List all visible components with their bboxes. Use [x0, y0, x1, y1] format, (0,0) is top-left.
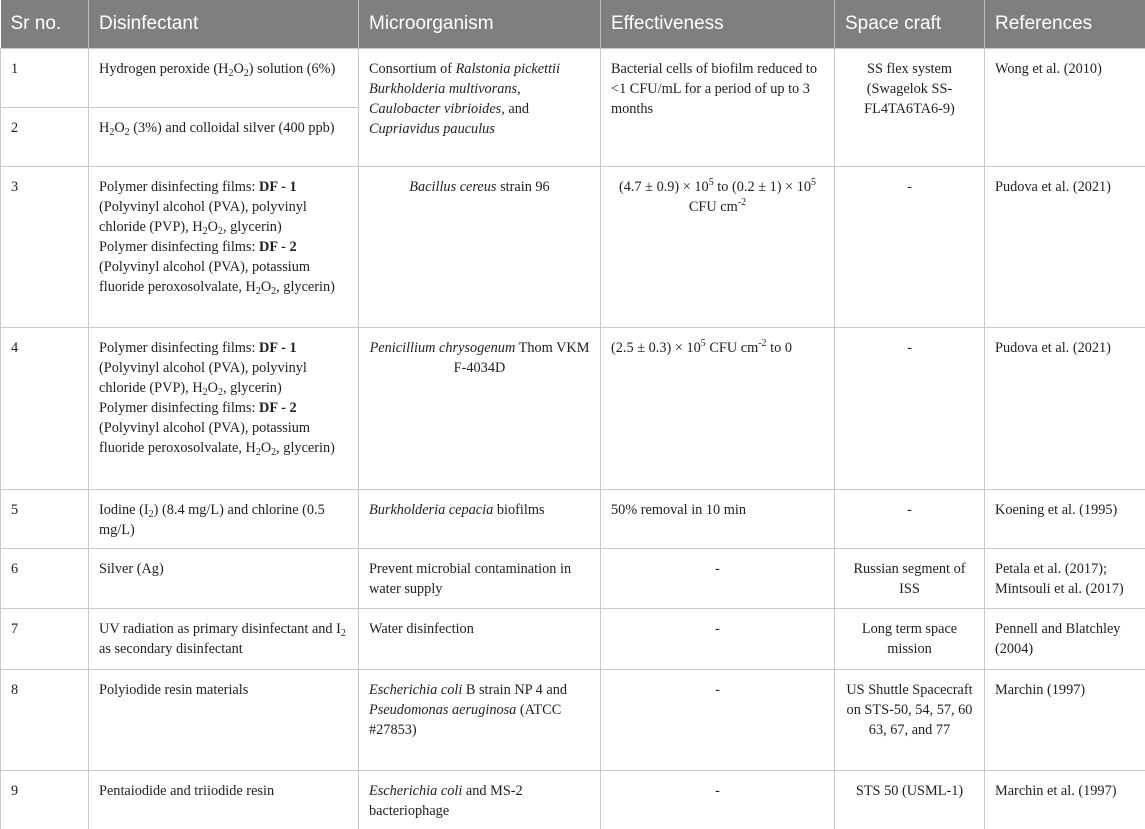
cell-effectiveness — [601, 548, 835, 608]
text-segment: as secondary disinfectant — [99, 640, 243, 657]
text-segment: US Shuttle Spacecraft on STS-50, 54, 57, 60 63, 67, and 77 — [846, 681, 973, 738]
text-segment: Burkholderia cepacia — [369, 501, 494, 518]
text-segment: O — [260, 439, 272, 456]
cell-effectiveness — [601, 327, 835, 489]
text-segment: (ATCC #27853) — [369, 701, 562, 738]
text-segment: Polymer disinfecting films: — [99, 399, 260, 416]
text-segment: Pudova et al. (2021) — [995, 339, 1111, 356]
text-segment: O — [207, 218, 218, 235]
cell-space-craft — [835, 669, 985, 770]
cell-sr: 5 — [1, 489, 89, 548]
text-segment: B strain NP 4 and — [462, 681, 568, 698]
cell-references — [985, 166, 1145, 327]
cell-microorganism — [359, 770, 601, 829]
cell-space-craft — [835, 166, 985, 327]
cell-disinfectant — [89, 166, 359, 327]
cell-effectiveness — [601, 669, 835, 770]
table-row — [1, 48, 1145, 107]
cell-sr: 6 — [1, 548, 89, 608]
table-body — [1, 48, 1145, 829]
header-disinfectant: Disinfectant — [89, 0, 359, 48]
cell-microorganism — [359, 327, 601, 489]
text-segment: Escherichia coli — [369, 782, 463, 799]
cell-references — [985, 48, 1145, 166]
text-segment: to (0.2 ± 1) × 10 — [713, 178, 812, 195]
text-segment: Water disinfection — [369, 620, 474, 637]
text-segment: - — [715, 681, 720, 698]
cell-references — [985, 770, 1145, 829]
table-header — [1, 0, 1145, 48]
text-segment: O — [260, 278, 272, 295]
text-segment: 2 — [340, 627, 346, 639]
text-segment: Wong et al. (2010) — [995, 60, 1102, 77]
text-segment: 2 — [243, 67, 249, 79]
text-segment: 2 — [217, 386, 223, 398]
text-segment: Polymer disinfecting films: — [99, 238, 260, 255]
text-segment: Pennell and Blatchley (2004) — [995, 620, 1121, 657]
cell-sr: 8 — [1, 669, 89, 770]
text-segment: Bacterial cells of biofilm reduced to <1 CFU/mL for a period of up to 3 months — [611, 60, 818, 117]
text-segment: 5 — [811, 176, 817, 188]
text-segment: 2 — [255, 285, 261, 297]
text-segment: Prevent microbial contamination in water supply — [369, 560, 572, 597]
text-segment: Pseudomonas aeruginosa — [369, 701, 517, 718]
text-segment: DF - 2 — [259, 399, 297, 416]
header-effectiveness: Effectiveness — [601, 0, 835, 48]
cell-effectiveness — [601, 608, 835, 669]
text-segment: , — [517, 80, 521, 97]
text-segment: DF - 2 — [259, 238, 297, 255]
text-segment: 2 — [255, 446, 261, 458]
text-segment: Pudova et al. (2021) — [995, 178, 1111, 195]
text-segment: Consortium of — [369, 60, 456, 77]
text-segment: biofilms — [493, 501, 545, 518]
table-row — [1, 770, 1145, 829]
cell-disinfectant — [89, 327, 359, 489]
text-segment: 2 — [228, 67, 234, 79]
cell-space-craft — [835, 548, 985, 608]
cell-sr: 1 — [1, 48, 89, 107]
cell-microorganism — [359, 489, 601, 548]
text-segment: Pentaiodide and triiodide resin — [99, 782, 275, 799]
cell-sr: 4 — [1, 327, 89, 489]
text-segment: 2 — [202, 386, 208, 398]
text-segment: Penicillium chrysogenum — [369, 339, 516, 356]
cell-disinfectant — [89, 608, 359, 669]
header-space-craft: Space craft — [835, 0, 985, 48]
table-row — [1, 489, 1145, 548]
text-segment: DF - 1 — [259, 178, 297, 195]
text-segment: , glycerin) — [276, 278, 335, 295]
text-segment: O — [207, 379, 218, 396]
cell-space-craft — [835, 327, 985, 489]
cell-space-craft — [835, 608, 985, 669]
text-segment: , glycerin) — [222, 218, 282, 235]
cell-microorganism — [359, 48, 601, 166]
cell-space-craft — [835, 48, 985, 166]
cell-references — [985, 608, 1145, 669]
text-segment: CFU cm — [688, 198, 738, 215]
text-segment: and MS-2 bacteriophage — [369, 782, 523, 819]
header-sr-no: Sr no. — [1, 0, 89, 48]
text-segment: (3%) and colloidal silver (400 ppb) — [129, 119, 335, 136]
text-segment: -2 — [737, 196, 747, 208]
table-row — [1, 669, 1145, 770]
text-segment: 2 — [109, 126, 115, 138]
text-segment: ) (8.4 mg/L) and chlorine (0.5 mg/L) — [99, 501, 325, 538]
cell-effectiveness — [601, 770, 835, 829]
header-microorganism: Microorganism — [359, 0, 601, 48]
cell-references — [985, 327, 1145, 489]
cell-microorganism — [359, 166, 601, 327]
text-segment: 2 — [271, 446, 277, 458]
cell-disinfectant — [89, 770, 359, 829]
text-segment: (Polyvinyl alcohol (PVA), polyvinyl chloride (PVP), H — [99, 198, 307, 235]
text-segment: 2 — [217, 225, 223, 237]
text-segment: Koening et al. (1995) — [995, 501, 1118, 518]
text-segment: Russian segment of ISS — [853, 560, 966, 597]
cell-disinfectant — [89, 48, 359, 107]
header-references: References — [985, 0, 1145, 48]
text-segment: Silver (Ag) — [99, 560, 164, 577]
text-segment: Polymer disinfecting films: — [99, 339, 260, 356]
text-segment: (Polyvinyl alcohol (PVA), potassium fluoride peroxosolvalate, H — [99, 419, 311, 456]
table-row — [1, 166, 1145, 327]
text-segment: , and — [501, 100, 530, 117]
text-segment: Caulobacter vibrioides — [369, 100, 502, 117]
text-segment: ) solution (6%) — [248, 60, 336, 77]
cell-sr: 2 — [1, 107, 89, 166]
text-segment: - — [715, 620, 720, 637]
text-segment: (Polyvinyl alcohol (PVA), polyvinyl chloride (PVP), H — [99, 359, 307, 396]
cell-effectiveness — [601, 166, 835, 327]
text-segment: UV radiation as primary disinfectant and I — [99, 620, 341, 637]
text-segment: 2 — [202, 225, 208, 237]
text-segment: Iodine (I — [99, 501, 149, 518]
cell-space-craft — [835, 489, 985, 548]
cell-space-craft — [835, 770, 985, 829]
text-segment: DF - 1 — [259, 339, 297, 356]
text-segment: CFU cm — [705, 339, 759, 356]
cell-references — [985, 548, 1145, 608]
text-segment: strain 96 — [496, 178, 550, 195]
cell-microorganism — [359, 608, 601, 669]
text-segment: 2 — [124, 126, 130, 138]
text-segment: O — [114, 119, 125, 136]
text-segment: Escherichia coli — [369, 681, 463, 698]
text-segment: - — [907, 178, 912, 195]
text-segment: Polyiodide resin materials — [99, 681, 249, 698]
text-segment: (4.7 ± 0.9) × 10 — [618, 178, 709, 195]
text-segment: Bacillus cereus — [409, 178, 497, 195]
cell-sr: 3 — [1, 166, 89, 327]
text-segment: , glycerin) — [222, 379, 282, 396]
text-segment: Long term space mission — [861, 620, 958, 657]
text-segment: 5 — [700, 337, 706, 349]
text-segment: Ralstonia pickettii Burkholderia multivorans — [369, 60, 561, 97]
text-segment: Marchin et al. (1997) — [995, 782, 1117, 799]
text-segment: Marchin (1997) — [995, 681, 1086, 698]
text-segment: Hydrogen peroxide (H — [99, 60, 229, 77]
text-segment: 2 — [148, 508, 154, 520]
text-segment: Cupriavidus pauculus — [369, 120, 495, 137]
text-segment: 5 — [708, 176, 714, 188]
cell-microorganism — [359, 548, 601, 608]
text-segment: to 0 — [766, 339, 792, 356]
cell-disinfectant — [89, 489, 359, 548]
table-row — [1, 548, 1145, 608]
table-row — [1, 608, 1145, 669]
text-segment: O — [233, 60, 244, 77]
text-segment: - — [715, 560, 720, 577]
cell-effectiveness — [601, 489, 835, 548]
text-segment: - — [907, 501, 912, 518]
text-segment: Thom VKM F-4034D — [453, 339, 590, 376]
text-segment: (Polyvinyl alcohol (PVA), potassium fluoride peroxosolvalate, H — [99, 258, 311, 295]
cell-references — [985, 489, 1145, 548]
text-segment: Petala et al. (2017); Mintsouli et al. (2017) — [995, 560, 1124, 597]
text-segment: , glycerin) — [276, 439, 335, 456]
text-segment: H — [99, 119, 110, 136]
table-row — [1, 327, 1145, 489]
text-segment: -2 — [758, 337, 767, 349]
text-segment: - — [715, 782, 720, 799]
text-segment: SS flex system (Swagelok SS-FL4TA6TA6-9) — [864, 60, 955, 117]
cell-effectiveness — [601, 48, 835, 166]
cell-disinfectant — [89, 669, 359, 770]
cell-disinfectant — [89, 548, 359, 608]
cell-references — [985, 669, 1145, 770]
cell-disinfectant — [89, 107, 359, 166]
cell-sr: 7 — [1, 608, 89, 669]
text-segment: Polymer disinfecting films: — [99, 178, 260, 195]
header-row — [1, 0, 1145, 48]
cell-sr: 9 — [1, 770, 89, 829]
cell-microorganism — [359, 669, 601, 770]
text-segment: - — [907, 339, 912, 356]
text-segment: 2 — [271, 285, 277, 297]
text-segment: STS 50 (USML-1) — [855, 782, 964, 799]
text-segment: 50% removal in 10 min — [611, 501, 747, 518]
text-segment: (2.5 ± 0.3) × 10 — [611, 339, 701, 356]
